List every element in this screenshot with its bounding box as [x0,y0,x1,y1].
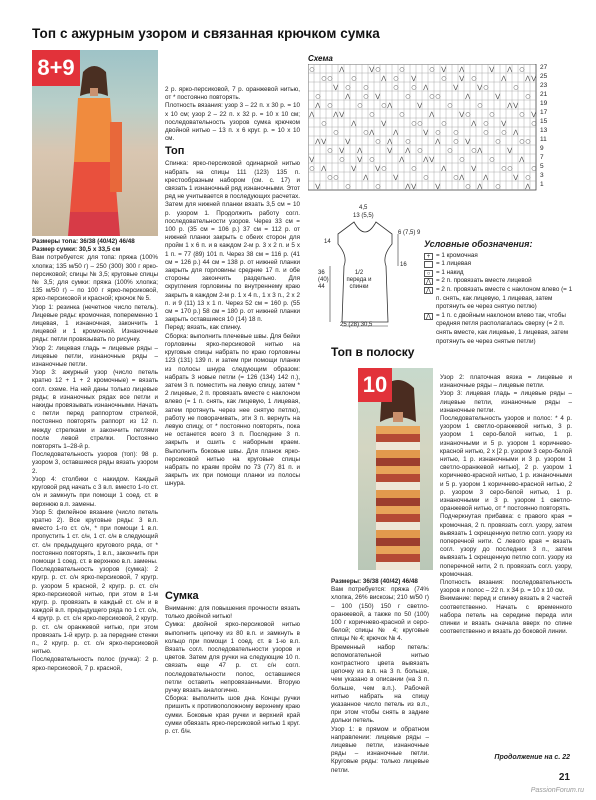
row-number: 11 [540,136,547,143]
top-stripe [376,562,420,570]
chart-stitch-symbol: ○ [351,75,357,82]
chart-stitch-symbol: ⋁ [471,165,477,172]
chart-stitch-symbol: ⋁ [333,84,339,91]
chart-stitch-symbol: ⋁ [429,156,435,163]
chart-stitch-symbol: ⋀ [363,174,369,181]
chart-stitch-symbol: ○ [405,93,411,100]
row-number: 23 [540,82,548,89]
chart-stitch-symbol: ○ [483,120,489,127]
pattern-1: Узор 1: в прямом и обратном направлении: лицевые ряды – лицевые петли, изнаночные ряды – изнаночные петли. Круговые ряды: только лицевые петли. [331,725,429,774]
chart-stitch-symbol: ○ [309,165,315,172]
yarn-over-icon: ○ [424,270,433,277]
chart-stitch-symbol: ○ [363,84,369,91]
chart-stitch-symbol: ⋀ [525,183,531,190]
pattern-4: Узор 4: столбики с накидом. Каждый круговой ряд начать с 3 в.п. вместо 1-го ст. с/н и замкнуть при помощи 1 соед. ст. в верхнюю в.п. замены. [32,475,158,508]
chart-stitch-symbol: ○ [363,129,369,136]
assembly-instructions: Сборка: выполнить плечевые швы. Для бейки горловины ярко-персиковой нитью на круговые спицы набрать по краю горловины 123 (131) 139 п. и затем при помощи планки из полосы шнура следующим образом: набрать 3 новые петли (= 126 (134) 142 п.), затем 3 п. поместить на левую спицу, затем * 2 лицевые, 2 п. провязать вместе с наклоном влево (= 1 п. снять, как лицевую, 1 лицевая, затем протянуть через нее снятую петлю), работу не поворачивать, эти 3 п. вернуть на левую спицу, от * постоянно повторять, пока не останется всего 3 п. Последние 3 п. закрыть и сшить с наборным краем. Выполнить боковые швы. Для планок ярко-персиковой нитью на круговые спицы набрать по краям пройм по 73 (77) 81 п. и закрыть их при помощи планки из полосы шнура. [165,332,300,488]
chart-stitch-symbol: ⋁ [435,183,441,190]
chart-stitch-symbol: ⋀ [423,156,429,163]
chart-stitch-symbol: ○ [411,165,417,172]
double-decrease-icon: ⋀ [424,313,433,320]
chart-stitch-symbol: ○ [495,138,501,145]
ssk-icon: ⋀ [424,287,433,294]
legend-item: = 1 лицевая [424,260,574,269]
chart-stitch-symbol: ⋀ [381,75,387,82]
model-figure [66,62,122,236]
chart-stitch-symbol: ○ [429,66,435,73]
chart-stitch-symbol: ⋀ [513,129,519,136]
chart-stitch-symbol: ⋁ [381,120,387,127]
chart-stitch-symbol: ○ [381,165,387,172]
top-bag-instructions [32,238,158,673]
chart-stitch-symbol: ⋀ [387,102,393,109]
chart-stitch-symbol: ○ [471,75,477,82]
chart-stitch-symbol: ○ [453,174,459,181]
chart-stitch-symbol: ○ [327,75,333,82]
chart-stitch-symbol: ⋁ [477,84,483,91]
materials: Вам потребуется: для топа: пряжа (100% хлопка; 135 м/50 г) – 250 (300) 300 г ярко-персиковой; спицы № 3,5; круговые спицы № 3,5; для сумки: пряжа (100% хлопка; 135 м/50 г) – по 100 г ярко-персиковой, ярко-персиковой и красной; крючок № 5. [32,254,158,303]
section-heading: Сумка [165,590,199,602]
row-number: 15 [540,118,548,125]
chart-stitch-symbol: ⋀ [477,183,483,190]
chart-stitch-symbol: ⋀ [459,174,465,181]
top-stripe [376,498,420,506]
chart-stitch-symbol: ○ [519,111,525,118]
row-number: 17 [540,109,548,116]
pattern-sequence-top: Последовательность узоров (топ): 98 р. узором 3, оставшиеся ряды вязать узором 2. [32,451,158,475]
chart-stitch-symbol: ○ [327,147,333,154]
chart-stitch-symbol: ⋁ [423,129,429,136]
chart-stitch-symbol: ○ [519,66,525,73]
chart-stitch-symbol: ⋁ [489,66,495,73]
garment-schematic [308,204,422,332]
chart-stitch-symbol: ⋀ [321,165,327,172]
bag-body: Сумка: двойной ярко-персиковой нитью выполнить цепочку из 80 в.п. и замкнуть в кольцо при помощи 1 соед. ст. в 1-ю в.п. Вязать согл. последовательности узоров и цветов. Затем для ручки на следующие 10 п. связать еще 47 р. ст. с/н согл. последовательности полос, оставшиеся петли оставить непровязанными. Вторую ручку вязать аналогично. [165,621,300,695]
row-number: 5 [540,163,544,170]
chart-stitch-symbol: ○ [345,183,351,190]
chart-stitch-symbol: ⋀ [339,66,345,73]
chart-stitch-symbol: ⋀ [525,75,531,82]
row-number: 25 [540,73,548,80]
chart-stitch-symbol: ⋁ [459,111,465,118]
chart-stitch-symbol: ⋀ [315,138,321,145]
chart-stitch-symbol: ⋁ [393,174,399,181]
chart-stitch-symbol: ○ [315,93,321,100]
chart-stitch-symbol: ⋀ [393,129,399,136]
chart-stitch-symbol: ⋁ [375,93,381,100]
front-instructions: Перед: вязать, как спинку. [165,324,242,332]
chart-stitch-symbol: ⋀ [471,120,477,127]
chart-stitch-symbol: ⋀ [405,147,411,154]
chart-stitch-symbol: ○ [435,93,441,100]
top-stripe [376,554,420,562]
row-number: 7 [540,154,544,161]
chart-stitch-symbol: ○ [411,84,417,91]
legend-title: Условные обозначения: [424,239,533,249]
page-title: Топ с ажурным узором и связанная крючком сумка [32,26,380,41]
page-number: 21 [558,772,570,783]
chart-stitch-symbol: ⋁ [441,66,447,73]
pattern-2: Узор 2: платочная вязка = лицевые и изнаночные ряды – лицевые петли. [440,374,572,390]
row-number: 3 [540,172,544,179]
chart-stitch-symbol: ○ [441,120,447,127]
chart-stitch-symbol: ○ [411,120,417,127]
row-number: 9 [540,145,544,152]
chart-stitch-symbol: ○ [393,75,399,82]
chart-stitch-symbol: ⋁ [495,93,501,100]
legend-item: ⋀ = 1 п. с двойным наклоном влево так, чтобы средняя петля располагалась сверху (= 2 п. снять вместе, как лицевые, 1 лицевая, затем протянуть ее через снятые петли) [424,312,574,346]
chart-stitch-symbol: ○ [375,138,381,145]
chart-stitch-symbol: ⋀ [405,183,411,190]
attention-note: Внимание: для повышения прочности вязать только двойной нитью! [165,605,300,621]
chart-stitch-symbol: ○ [375,66,381,73]
chart-stitch-symbol: ⋁ [321,138,327,145]
chart-stitch-symbol: ○ [327,102,333,109]
chart-stitch-symbol: ○ [321,120,327,127]
chart-stitch-symbol: ○ [417,120,423,127]
legend-item: + = 1 кромочная [424,252,574,261]
chart-stitch-symbol: ○ [447,102,453,109]
pattern-3: Узор 3: ажурный узор (число петель кратно 12 + 1 + 2 кромочные) = вязать согл. схеме. На ней даны только лицевые ряды; в изнаночных рядах все петли и накиды провязывать изнаночными. Начать с петли перед раппортом стрелкой, постоянно повторять раппорт из 12 п. между стрелками и закончить петлями после левой стрелки. Постоянно повторять 1–28-й р. [32,369,158,451]
top-stripe [376,426,420,434]
chart-stitch-symbol: ⋁ [339,111,345,118]
chart-stitch-symbol: ⋁ [453,84,459,91]
materials: Вам потребуется: пряжа (74% хлопка, 26% вискозы; 210 м/50 г) – 100 (150) 150 г светло-оранжевой, а также по 50 (100) 100 г коричнево-красной и серо-белой; спицы № 4; круговые спицы № 4; крючок № 4. [331,586,429,643]
bag-instructions [165,588,300,736]
chart-stitch-symbol: ⋀ [309,111,315,118]
chart-stitch-symbol: ○ [405,138,411,145]
schematic-center-label: 1/2 переда и спинки [346,270,372,290]
provisional-cast-on: Временный набор петель: вспомогательной нитью контрастного цвета вывязать цепочку из в.п. на 3 п. больше, чем указано в описании (на 3 п. больше, чем в.п.). Рабочей нитью набрать на спицу указанное число петель из в.п., при этом чтобы снять в задние дольки петель. [331,643,429,725]
chart-stitch-symbol: ○ [531,120,537,127]
chart-stitch-symbol: ○ [489,111,495,118]
pattern-sequence-bag: Последовательность узоров (сумка): 2 кругр. р. ст. с/н ярко-персиковой, 7 кругр. р. узором 5 красной, 2 кругр. р. ст. с/н ярко-персиковой нитью, при этом в 1-м кругр. р. провязать в каждый ст. с/н и в каждой в.п. предыдущего ряда по 1 ст. с/н, 4 кругр. р. ст. с/н ярко-персиковой, 2 кругр. р. ст. с/н оранжевой нитью, при этом провязать 1-й кругр. р. за передние стенки п., 2 кругр. р. ст. с/н ярко-персиковой нитью. [32,566,158,656]
chart-stitch-symbol: ⋁ [309,156,315,163]
pattern-number-badge: 8+9 [32,50,80,86]
top-stripe [376,458,420,466]
chart-stitch-symbol: ○ [339,156,345,163]
chart-stitch-symbol: ⋀ [357,147,363,154]
chart-stitch-symbol: ○ [495,183,501,190]
chart-stitch-symbol: ⋁ [375,165,381,172]
row-number: 13 [540,127,548,134]
bag-assembly: Сборка: выполнить шов дна. Концы ручки пришить к противоположному верхнему краю сумки. Боковые края ручки и верхний край сумки обвязать ярко-персиковой нитью 1 круг. р. ст. б/н. [165,695,300,736]
chart-stitch-symbol: ○ [393,84,399,91]
chart-stitch-symbol: ⋁ [507,147,513,154]
row-number: 21 [540,91,548,98]
back-instructions: Спинка: ярко-персиковой одинарной нитью набрать на спицы 111 (123) 135 п. крестообразным набором (см. с. 17) и связать 1 изнаночный ряд изнаночными. Этот ряд не учитывается в последующих расчетах. Затем для нижней планки вязать 3,5 см = 10 р. узором 1. Продолжить работу согл. последовательности узоров. Через 33 см = 100 р. (35 см = 106 р.) 37 см = 112 р. от нижней планки закрыть с обеих сторон для пройм 1 х 6 п. и в каждом 2-м р. 3 х 2 п. и 5 х 1 п. = 77 (89) 101 п. Через 38 см = 116 р. (41 см = 126 р.) 44 см = 138 р. от нижней планки закрыть для горловины средние 17 п. и обе стороны закончить раздельно. Для скругления горловины по внутреннему краю закрыть в каждом 2-м р. 1 х 4 п., 1 х 3 п., 2 х 2 п. и 9 (11) 13 х 1 п. Через 52 см = 160 р. (55 см = 170 р.) 58 см = 180 р. от нижней планки закрыть оставшиеся 10 (14) 18 п. [165,160,300,324]
chart-stitch-symbol: ○ [429,93,435,100]
chart-stitch-symbol: ⋁ [345,138,351,145]
chart-stitch-symbol: ○ [531,165,537,172]
gauge: Плотность вязания: последовательность узоров и полос – 22 п. х 34 р. = 10 х 10 см. [440,579,572,595]
chart-title: Схема [308,54,333,63]
chart-stitch-symbol: ○ [381,102,387,109]
section-heading: Топ [165,145,185,158]
chart-stitch-symbol: ⋀ [315,102,321,109]
chart-stitch-symbol: ○ [453,129,459,136]
chart-stitch-symbol: ⋁ [357,156,363,163]
schematic-armhole-label: 14 [324,239,331,245]
chart-stitch-symbol: ○ [399,66,405,73]
chart-stitch-symbol: ⋁ [513,174,519,181]
schematic-neck-label: 13 (5,5) [353,213,374,219]
chart-stitch-symbol: ⋀ [333,111,339,118]
chart-stitch-symbol: ○ [369,156,375,163]
chart-stitch-symbol: ⋁ [465,138,471,145]
striped-top-instructions [331,578,429,775]
chart-stitch-symbol: ○ [513,84,519,91]
chart-stitch-symbol: ○ [489,156,495,163]
pattern-number-badge: 10 [358,368,392,402]
top-stripe [376,490,420,498]
top-stripe [376,514,420,522]
chart-stitch-symbol: ○ [375,183,381,190]
chart-stitch-symbol: ⋁ [531,75,537,82]
chart-stitch-symbol: ○ [435,129,441,136]
chart-stitch-symbol: ⋀ [483,174,489,181]
chart-stitch-symbol: ○ [459,156,465,163]
top-stripe [376,482,420,490]
chart-stitch-symbol: ⋀ [423,84,429,91]
schematic-width-label: 25 (28) 30,5 [340,322,373,328]
attention-note: Внимание: перед и спинку вязать в 2 частей соответственно. Начать с временного набора петель на середине переда или спинки и вязать сначала вверх по спине соответственно и вязать до боковой линии. [440,595,572,636]
chart-stitch-symbol: ○ [477,102,483,109]
schematic-side-label: 16 [400,262,407,268]
chart-stitch-symbol: ⋀ [465,93,471,100]
schematic-length-label: 36 (40) 44 [318,270,329,290]
chart-stitch-symbol: ⋀ [369,129,375,136]
chart-stitch-symbol: ○ [465,183,471,190]
chart-stitch-symbol: ○ [525,174,531,181]
chart-stitch-symbol: ⋁ [387,147,393,154]
pattern-1: Узор 1: резинка (нечетное число петель). Лицевые ряды: кромочная, попеременно 1 лицевая, 1 изнаночная, закончить 1 лицевой и 1 кромочной. Изнаночные ряды: петли провязывать по рисунку. [32,303,158,344]
chart-stitch-symbol: ○ [507,165,513,172]
chart-stitch-symbol: ○ [423,174,429,181]
chart-stitch-symbol: ○ [525,138,531,145]
row-number: 1 [540,181,544,188]
legend-item: ○ = 1 накид [424,269,574,278]
chart-stitch-symbol: ○ [345,84,351,91]
chart-stitch-symbol: ○ [309,66,315,73]
k2tog-icon: ⋀ [424,278,433,285]
top-stripe [376,506,420,514]
section-title: Топ в полоску [331,345,415,359]
chart-legend [424,240,574,346]
top-stripe [376,466,420,474]
chart-stitch-symbol: ⋁ [531,111,537,118]
top-stripe [376,538,420,546]
increase-note: Подчеркнутая прибавка: с правого края = кромочная, 2 п. провязать согл. узору, затем вывязать 1 скрещенную петлю согл. узору из поперечной нити. С левого края = вязать согл. узору до последних 3 п., затем вывязать 1 скрещенную петлю согл. узору из поперечной нити, 2 п. провязать согл. узору, кромочная. [440,513,572,578]
chart-stitch-symbol: ⋀ [519,156,525,163]
stripe-sequence: Последовательность узоров и полос: * 4 р. узором 1 светло-оранжевой нитью, 3 р. узором 1 серо-белой нитью, 1 р. изнаночными и 5 р. узором 1 коричнево-красной нитью, 2 х [2 р. узором 3 серо-белой нитью, 1 р. изнаночными и 3 р. узором 1 светло-оранжевой нитью], 2 р. узором 1 коричнево-красной нитью, 1 р. изнаночными и 5 р. узором 1 коричнево-красной нитью, 2 р. узором 3 серо-белой нитью, 1 р. изнаночными и 3 р. узором 1 светло-оранжевой нитью, от * постоянно повторять. [440,415,572,513]
chart-stitch-symbol: ○ [465,111,471,118]
chart-stitch-symbol: ○ [483,84,489,91]
chart-stitch-symbol: ○ [471,147,477,154]
chart-stitch-symbol: ⋁ [339,147,345,154]
continued-note: Продолжение на с. 22 [494,754,570,761]
top-stripe [376,546,420,554]
chart-stitch-symbol: ⋀ [507,66,513,73]
chart-stitch-symbol: ⋁ [411,75,417,82]
knit-stitch-icon [424,261,433,268]
gauge: Плотность вязания: узор 3 – 22 п. х 30 р. = 10 х 10 см; узор 2 – 22 п. х 32 р. = 10 х 10 см; последовательность узоров сумка крючком двойной нитью – 13 п. х 6 круг. р. = 10 х 10 см. [165,102,300,143]
chart-stitch-symbol: ⋀ [399,156,405,163]
stripe-sequence: Последовательность полос (ручка): 2 р. ярко-персиковой, 7 р. красной, [32,656,158,672]
chart-stitch-symbol: ○ [453,138,459,145]
top-stripe [376,530,420,538]
chart-stitch-symbol: ⋀ [429,111,435,118]
pattern-5: Узор 5: филейное вязание (число петель кратно 2). Все круговые ряды: 3 в.п. вместо 1-го ст. с/н, * при помощи 1 в.п. пропустить 1 ст. с/н, 1 ст. с/н в следующий ст. с/н предыдущего кругового ряда, от * постоянно повторять, 1 в.п., закончить при помощи 1 соед. ст. в верхнюю в.п. замены. [32,508,158,565]
stripe-sequence-cont: 2 р. ярко-персиковой, 7 р. оранжевой нитью, от * постоянно повторять. [165,86,300,102]
chart-stitch-symbol: ⋀ [459,66,465,73]
top-stripe [376,434,420,442]
chart-stitch-symbol: ○ [399,111,405,118]
chart-stitch-symbol: ⋁ [411,183,417,190]
chart-stitch-symbol: ○ [519,138,525,145]
chart-stitch-symbol: ○ [447,147,453,154]
bag-size: Размер сумки: 30,5 х 33,5 см [32,246,121,254]
chart-stitch-symbol: ⋁ [315,183,321,190]
chart-stitch-symbol: ⋁ [501,120,507,127]
chart-stitch-symbol: ○ [501,129,507,136]
chart-stitch-symbol: ○ [417,147,423,154]
legend-item: ⋀ = 2 п. провязать вместе с наклоном влево (= 1 п. снять, как лицевую, 1 лицевая, затем протянуть ее через снятую петлю) [424,286,574,312]
sizes: Размеры топа: 36/38 (40/42) 46/48 [32,238,135,245]
chart-stitch-symbol: ○ [483,129,489,136]
chart-stitch-symbol: ⋀ [351,120,357,127]
chart-stitch-symbol: ⋀ [435,138,441,145]
top-stripe [376,442,420,450]
chart-stitch-symbol: ○ [321,75,327,82]
chart-stitch-symbol: ⋁ [513,102,519,109]
chart-stitch-symbol: ○ [369,111,375,118]
chart-stitch-symbol: ⋀ [501,75,507,82]
pattern-2: Узор 2: лицевая гладь = лицевые ряды – лицевые петли, изнаночные ряды – изнаночные петли. [32,344,158,369]
pattern-3: Узор 3: лицевая гладь = лицевые ряды – лицевые петли, изнаночные ряды – изнаночные петли. [440,390,572,414]
watermark: PassionForum.ru [530,787,584,794]
striped-top-instructions-cont [440,374,572,637]
schematic-top-label: 4,5 [359,205,368,211]
chart-stitch-symbol: ⋁ [351,165,357,172]
chart-stitch-symbol: ○ [333,129,339,136]
top-stripe [376,450,420,458]
chart-stitch-symbol: ○ [363,93,369,100]
sizes: Размеры: 36/38 (40/42) 46/48 [331,578,418,585]
chart-stitch-symbol: ○ [327,174,333,181]
top-stripe [376,522,420,530]
chart-stitch-symbol: ○ [501,165,507,172]
chart-stitch-symbol: ⋀ [507,102,513,109]
chart-stitch-symbol: ○ [357,102,363,109]
schematic-shoulder-label: 6 (7,5) 9 [398,230,421,236]
legend-item: ⋀ = 2 п. провязать вместе лицевой [424,277,574,286]
stitch-chart [308,64,544,194]
row-number: 27 [540,64,548,71]
chart-stitch-symbol: ○ [441,75,447,82]
edge-stitch-icon: + [424,253,433,260]
top-instructions [165,86,300,489]
chart-stitch-symbol: ⋀ [387,138,393,145]
chart-stitch-symbol: ⋀ [345,93,351,100]
chart-stitch-symbol: ⋁ [417,102,423,109]
top-stripe [376,474,420,482]
chart-stitch-symbol: ○ [525,93,531,100]
chart-stitch-symbol: ⋀ [477,147,483,154]
chart-stitch-symbol: ⋁ [459,75,465,82]
chart-stitch-symbol: ⋁ [369,66,375,73]
chart-stitch-symbol: ○ [333,174,339,181]
chart-stitch-symbol: ⋀ [441,165,447,172]
row-number: 19 [540,100,548,107]
